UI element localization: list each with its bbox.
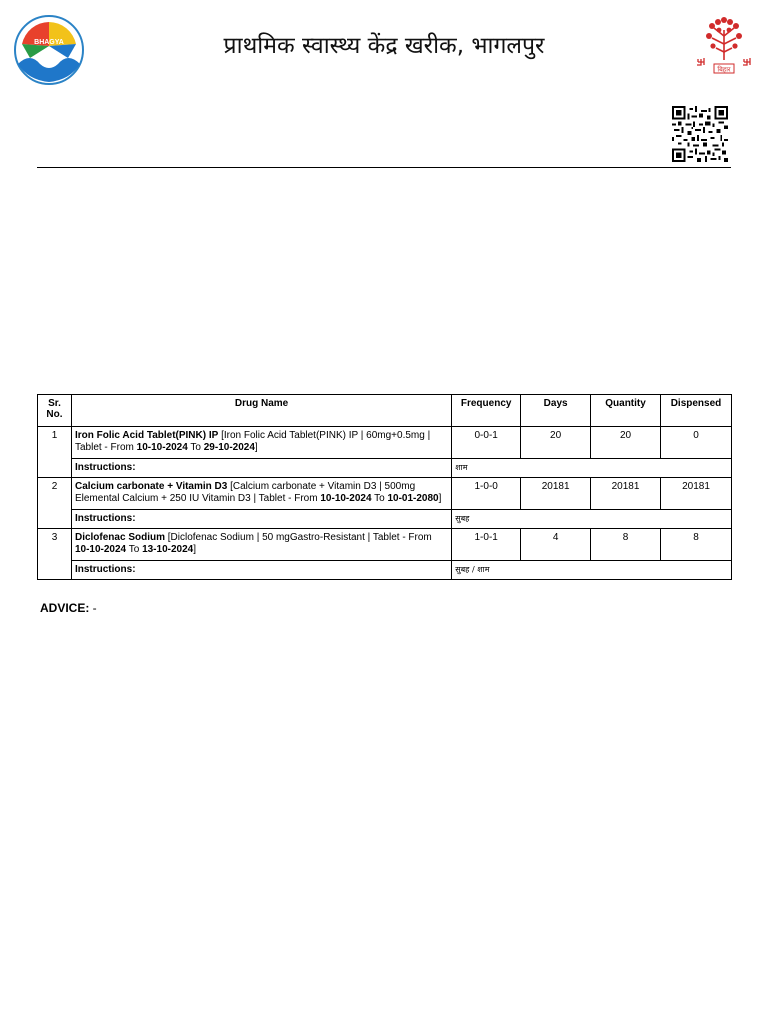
logo-left-text: BHAGYA <box>34 39 64 46</box>
instructions-row <box>38 510 732 529</box>
page-title: प्राथमिक स्वास्थ्य केंद्र खरीक, भागलपुर <box>223 33 545 59</box>
detail-end: ] <box>254 442 258 453</box>
dispensed-cell: 8 <box>661 529 732 561</box>
drug-name: Diclofenac Sodium <box>74 532 165 543</box>
frequency-cell: 0-0-1 <box>452 427 521 459</box>
instructions-value: सुबह / शाम <box>452 561 732 580</box>
dispensed-cell: 20181 <box>661 478 732 510</box>
header-divider <box>37 167 731 168</box>
from-date: 10-10-2024 <box>74 544 127 555</box>
emblem-text: बिहार <box>717 65 731 74</box>
instructions-row <box>38 561 732 580</box>
instructions-value: शाम <box>452 459 732 478</box>
frequency-cell: 1-0-1 <box>452 529 521 561</box>
instructions-label: Instructions: <box>71 459 451 478</box>
to-word: To <box>187 442 204 453</box>
to-word: To <box>126 544 143 555</box>
detail-end: ] <box>438 493 442 504</box>
header-quantity: Quantity <box>591 395 661 427</box>
days-cell: 20181 <box>521 478 591 510</box>
instructions-row <box>38 459 732 478</box>
to-date: 29-10-2024 <box>203 442 255 453</box>
quantity-cell: 20 <box>591 427 661 459</box>
table-row <box>38 529 732 561</box>
frequency-cell: 1-0-0 <box>452 478 521 510</box>
instructions-label: Instructions: <box>71 510 451 529</box>
drug-cell <box>71 427 451 459</box>
instructions-value: सुबह <box>452 510 732 529</box>
drug-cell <box>71 529 451 561</box>
state-emblem <box>694 16 754 78</box>
sr-no-cell: 1 <box>38 427 72 478</box>
detail-end: ] <box>193 544 196 555</box>
header-frequency: Frequency <box>452 395 521 427</box>
drug-cell <box>71 478 451 510</box>
days-cell: 4 <box>521 529 591 561</box>
sr-no-cell: 3 <box>38 529 72 580</box>
header-drug-name: Drug Name <box>71 395 451 427</box>
days-cell: 20 <box>521 427 591 459</box>
header-sr-no: Sr. No. <box>38 395 72 427</box>
sr-no-cell: 2 <box>38 478 72 529</box>
prescription-table <box>37 394 732 580</box>
header-dispensed: Dispensed <box>661 395 732 427</box>
drug-detail: [Iron Folic Acid Tablet(PINK) IP | 60mg+0.5mg | Tablet - From <box>74 430 431 453</box>
from-date: 10-10-2024 <box>320 493 372 504</box>
table-row <box>38 427 732 459</box>
to-date: 10-01-2080 <box>387 493 439 504</box>
from-date: 10-10-2024 <box>136 442 188 453</box>
quantity-cell: 20181 <box>591 478 661 510</box>
qr-code <box>671 106 729 162</box>
dispensed-cell: 0 <box>661 427 732 459</box>
quantity-cell: 8 <box>591 529 661 561</box>
drug-detail: [Diclofenac Sodium | 50 mgGastro-Resistant | Tablet - From <box>164 532 432 543</box>
instructions-label: Instructions: <box>71 561 451 580</box>
to-word: To <box>371 493 388 504</box>
table-header-row <box>38 395 732 427</box>
drug-name: Iron Folic Acid Tablet(PINK) IP <box>74 430 219 441</box>
advice-value: - <box>89 601 97 615</box>
table-row <box>38 478 732 510</box>
to-date: 13-10-2024 <box>142 544 194 555</box>
advice-label: ADVICE: <box>40 601 90 615</box>
drug-detail: [Calcium carbonate + Vitamin D3 | 500mg Elemental Calcium + 250 IU Vitamin D3 | Tablet - From <box>74 481 416 504</box>
header-days: Days <box>521 395 591 427</box>
advice-section <box>40 601 97 615</box>
drug-name: Calcium carbonate + Vitamin D3 <box>74 481 228 492</box>
